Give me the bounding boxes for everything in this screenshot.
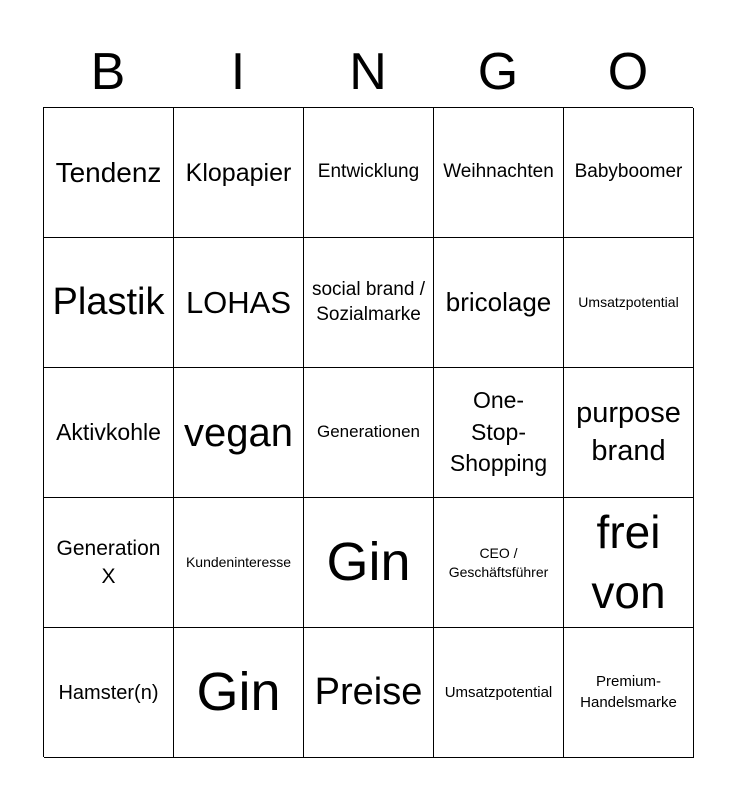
bingo-cell[interactable]: LOHAS [174,238,304,368]
bingo-cell[interactable]: Entwicklung [304,108,434,238]
bingo-cell[interactable]: vegan [174,368,304,498]
bingo-cell[interactable]: Plastik [44,238,174,368]
bingo-cell[interactable]: Premium-Handelsmarke [564,628,694,758]
bingo-cell[interactable]: social brand / Sozialmarke [304,238,434,368]
bingo-cell[interactable]: Hamster(n) [44,628,174,758]
bingo-cell[interactable]: purpose brand [564,368,694,498]
header-letter-n: N [349,43,387,101]
bingo-cell[interactable]: bricolage [434,238,564,368]
bingo-cell[interactable]: Kundeninteresse [174,498,304,628]
bingo-cell[interactable]: Gin [304,498,434,628]
bingo-cell[interactable]: Generationen [304,368,434,498]
bingo-cell[interactable]: One-Stop-Shopping [434,368,564,498]
bingo-cell[interactable]: CEO / Geschäftsführer [434,498,564,628]
bingo-cell[interactable]: Gin [174,628,304,758]
bingo-board [43,107,693,757]
bingo-cell[interactable]: Umsatzpotential [564,238,694,368]
header-letter-i: I [230,43,246,101]
header-letter-g: G [477,43,519,101]
bingo-cell[interactable]: Umsatzpotential [434,628,564,758]
bingo-cell[interactable]: Tendenz [44,108,174,238]
bingo-cell[interactable]: Klopapier [174,108,304,238]
header-letter-b: B [90,43,126,101]
bingo-cell[interactable]: Generation X [44,498,174,628]
bingo-cell[interactable]: Aktivkohle [44,368,174,498]
bingo-header [43,40,693,104]
header-letter-o: O [607,43,649,101]
bingo-cell[interactable]: Weihnachten [434,108,564,238]
bingo-cell[interactable]: Preise [304,628,434,758]
bingo-cell[interactable]: frei von [564,498,694,628]
bingo-cell[interactable]: Babyboomer [564,108,694,238]
